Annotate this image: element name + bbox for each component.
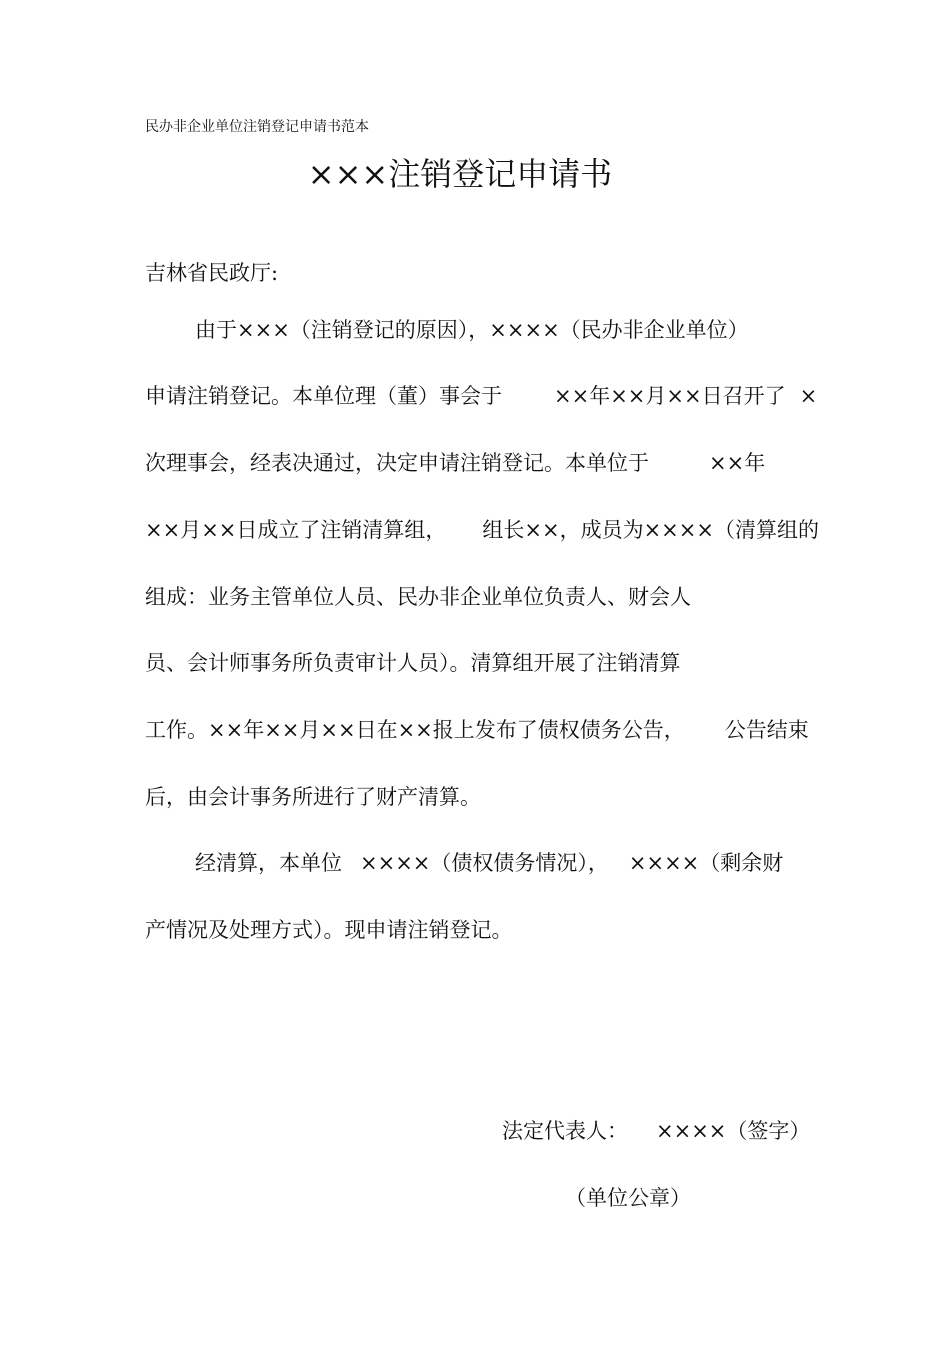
body-text: 经清算，本单位 <box>195 851 342 875</box>
header-note: 民办非企业单位注销登记申请书范本 <box>145 119 369 135</box>
body-line-8 <box>145 782 481 812</box>
body-text: 申请注销登记。本单位理（董）事会于 <box>145 384 502 408</box>
body-line-2 <box>145 381 817 411</box>
document-title: ×××注销登记申请书 <box>307 155 613 193</box>
body-text: 工作。××年××月××日在××报上发布了债权债务公告， <box>145 718 685 742</box>
body-line-4 <box>145 515 819 545</box>
body-line-6 <box>145 648 681 678</box>
body-text: 公告结束 <box>724 718 809 742</box>
body-line-1 <box>195 315 749 345</box>
body-text: 后，由会计事务所进行了财产清算。 <box>145 785 481 809</box>
body-text: 产情况及处理方式）。现申请注销登记。 <box>145 918 513 942</box>
signature-label: 法定代表人： <box>502 1119 628 1143</box>
seal-line: （单位公章） <box>565 1186 691 1210</box>
body-line-5 <box>145 582 691 612</box>
body-line-10 <box>145 915 513 945</box>
salutation: 吉林省民政厅: <box>145 261 279 285</box>
body-text: ××月××日成立了注销清算组， <box>145 518 447 542</box>
body-text: 员、会计师事务所负责审计人员）。清算组开展了注销清算 <box>145 651 681 675</box>
body-text: ××××（剩余财 <box>628 851 784 875</box>
body-text: ××年××月××日召开了 <box>554 384 786 408</box>
signature-line <box>502 1116 810 1146</box>
body-line-9 <box>195 848 783 878</box>
body-text: × <box>799 384 818 408</box>
body-line-3 <box>145 448 765 478</box>
body-text: ××年 <box>709 451 766 475</box>
body-text: ××××（债权债务情况）， <box>360 851 609 875</box>
body-text: 组成：业务主管单位人员、民办非企业单位负责人、财会人 <box>145 585 691 609</box>
signature-value: ××××（签字） <box>656 1119 811 1143</box>
body-text: 次理事会，经表决通过，决定申请注销登记。本单位于 <box>145 451 649 475</box>
body-line-7 <box>145 715 809 745</box>
body-text: 由于×××（注销登记的原因），××××（民办非企业单位） <box>195 318 749 342</box>
body-text: 组长××，成员为××××（清算组的 <box>482 518 819 542</box>
